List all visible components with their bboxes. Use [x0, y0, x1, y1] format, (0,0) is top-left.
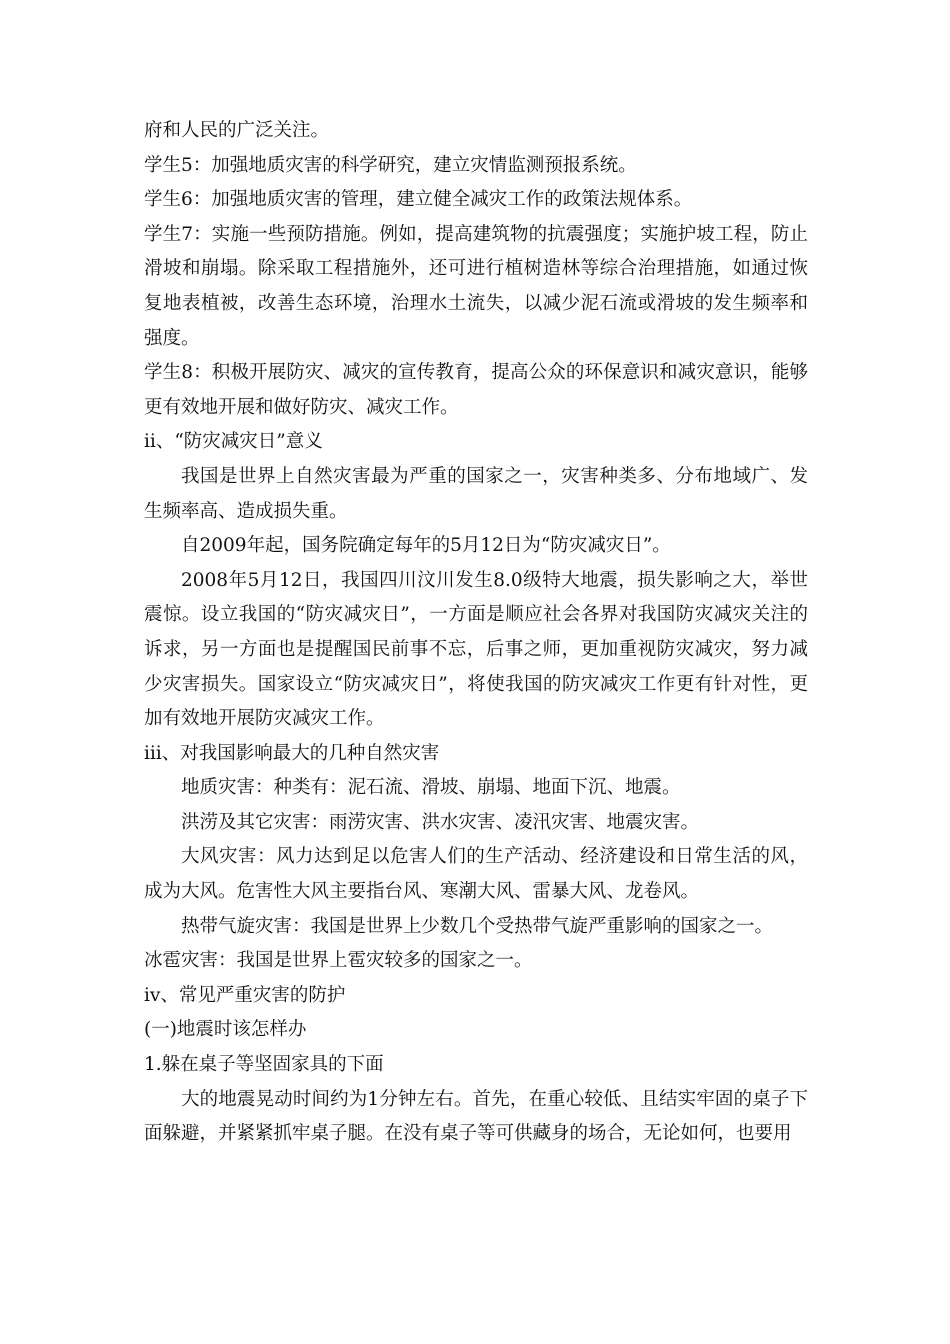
paragraph-geological-disasters: 地质灾害：种类有：泥石流、滑坡、崩塌、地面下沉、地震。: [181, 777, 681, 799]
paragraph-since-2009: 自2009年起，国务院确定每年的5月12日为“防灾减灾日”。: [181, 535, 671, 557]
paragraph-tropical-cyclone: 热带气旋灾害：我国是世界上少数几个受热带气旋严重影响的国家之一。: [181, 915, 774, 937]
document-body: [144, 114, 808, 1152]
paragraph-continuation: 府和人民的广泛关注。: [144, 120, 330, 141]
paragraph-wind-disasters: 大风灾害：风力达到足以危害人们的生产活动、经济建设和日常生活的风，成为大风。危害性大风主要指台风、寒潮大风、雷暴大风、龙卷风。: [144, 846, 808, 903]
paragraph-hail-disasters: 冰雹灾害：我国是世界上雹灾较多的国家之一。: [144, 950, 533, 972]
paragraph-student-6: 学生6：加强地质灾害的管理，建立健全减灾工作的政策法规体系。: [144, 189, 693, 211]
paragraph-earthquake-advice: 大的地震晃动时间约为1分钟左右。首先，在重心较低、且结实牢固的桌子下面躲避，并紧紧抓牢桌子腿。在没有桌子等可供藏身的场合，无论如何，也要用: [144, 1088, 808, 1145]
paragraph-student-7: 学生7：实施一些预防措施。例如，提高建筑物的抗震强度；实施护坡工程，防止滑坡和崩塌。除采取工程措施外，还可进行植树造林等综合治理措施，如通过恢复地表植被，改善生态环境，治理水土流失，以减少泥石流或滑坡的发生频率和强度。: [144, 223, 808, 349]
section-heading-iii: ⅲ、对我国影响最大的几种自然灾害: [144, 742, 440, 764]
paragraph-student-8: 学生8：积极开展防灾、减灾的宣传教育，提高公众的环保意识和减灾意识，能够更有效地开展和做好防灾、减灾工作。: [144, 362, 808, 418]
item-heading-hide-under-table: 1.躲在桌子等坚固家具的下面: [144, 1054, 384, 1076]
subsection-heading-earthquake: (一)地震时该怎样办: [144, 1019, 307, 1041]
paragraph-disaster-country: 我国是世界上自然灾害最为严重的国家之一，灾害种类多、分布地域广、发生频率高、造成损失重。: [144, 465, 808, 522]
paragraph-wenchuan-earthquake: 2008年5月12日，我国四川汶川发生8.0级特大地震，损失影响之大，举世震惊。设立我国的“防灾减灾日”，一方面是顺应社会各界对我国防灾减灾关注的诉求，另一方面也是提醒国民前事不忘，后事之师，更加重视防灾减灾，努力减少灾害损失。国家设立“防灾减灾日”，将使我国的防灾减灾工作更有针对性，更加有效地开展防灾减灾工作。: [144, 569, 808, 730]
paragraph-flood-disasters: 洪涝及其它灾害：雨涝灾害、洪水灾害、凌汛灾害、地震灾害。: [181, 811, 700, 833]
section-heading-iv: ⅳ、常见严重灾害的防护: [144, 984, 346, 1006]
paragraph-student-5: 学生5：加强地质灾害的科学研究，建立灾情监测预报系统。: [144, 154, 637, 176]
section-heading-ii: ⅱ、“防灾减灾日”意义: [144, 431, 323, 453]
